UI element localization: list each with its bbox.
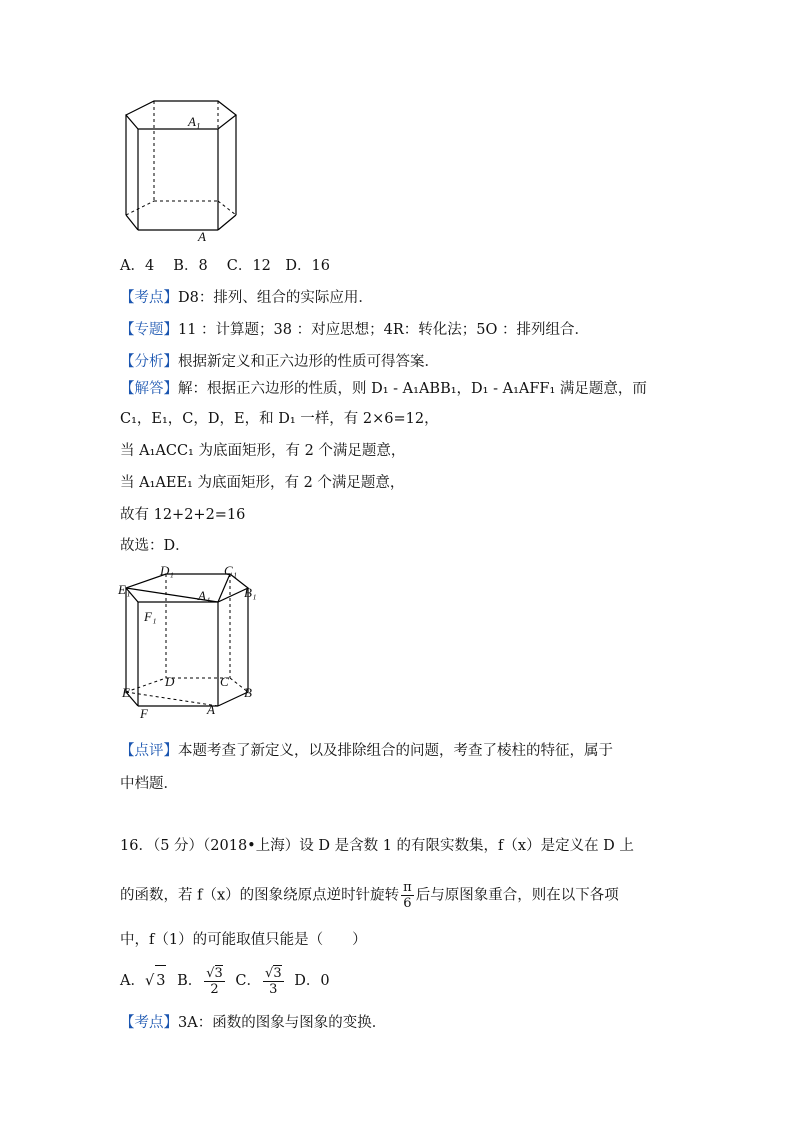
jieda-line-1: 【解答】解：根据正六边形的性质，则 D₁ - A₁ABB₁，D₁ - A₁AFF₁ 满足题意，而 bbox=[120, 381, 647, 397]
sqrt3-over-3-fraction: $\frac{√3}{3}$ bbox=[265, 965, 282, 997]
jieda-line-4: 当 A₁AEE₁ 为底面矩形，有 2 个满足题意， bbox=[120, 475, 405, 491]
fenxi-line: 【分析】根据新定义和正六边形的性质可得答案． bbox=[120, 354, 439, 370]
answer-options-q16: A．√ 3 B． $\frac{√3}{2}$ C． $\frac{√3}{3}$ D．0 bbox=[120, 965, 330, 997]
label-d1: D₁ bbox=[160, 563, 174, 578]
zhuanti-tag: 【专题】 bbox=[120, 322, 178, 338]
kaodian-tag-2: 【考点】 bbox=[120, 1015, 178, 1031]
label-b: B bbox=[244, 685, 252, 700]
label-f: F bbox=[140, 706, 148, 721]
question-16-line-1: 16．（5 分）（2018•上海）设 D 是含数 1 的有限实数集，f（x）是定义在 D 上 bbox=[120, 838, 634, 854]
figure1-label-a: A bbox=[198, 229, 206, 244]
hexagonal-prism-figure bbox=[118, 95, 238, 240]
label-f1: F₁ bbox=[144, 609, 157, 624]
zhuanti-line: 【专题】11 ：计算题；38 ：对应思想；4R：转化法；5O ：排列组合． bbox=[120, 322, 589, 338]
kaodian-line-1: 【考点】D8：排列、组合的实际应用． bbox=[120, 290, 373, 306]
label-d: D bbox=[165, 674, 175, 689]
fenxi-tag: 【分析】 bbox=[120, 354, 178, 370]
dianping-line-1: 【点评】本题考查了新定义，以及排除组合的问题，考查了棱柱的特征，属于 bbox=[120, 743, 613, 759]
label-a1: A₁ bbox=[198, 588, 211, 603]
dianping-tag: 【点评】 bbox=[120, 743, 178, 759]
dianping-line-2: 中档题． bbox=[120, 776, 178, 792]
pi-over-6-fraction: $\frac{\pi}{6}$ bbox=[403, 880, 412, 911]
sqrt3-over-2-fraction: $\frac{√3}{2}$ bbox=[206, 965, 223, 997]
answer-options-q15: A．4 B．8 C．12 D．16 bbox=[120, 258, 330, 274]
label-a: A bbox=[207, 702, 215, 717]
label-c1: C₁ bbox=[224, 563, 238, 578]
label-c: C bbox=[220, 674, 229, 689]
kaodian-tag: 【考点】 bbox=[120, 290, 178, 306]
jieda-line-2: C₁，E₁，C，D，E，和 D₁ 一样，有 2×6=12， bbox=[120, 411, 439, 427]
jieda-line-3: 当 A₁ACC₁ 为底面矩形，有 2 个满足题意， bbox=[120, 443, 406, 459]
label-e1: E₁ bbox=[118, 582, 131, 597]
label-b1: B₁ bbox=[244, 585, 257, 600]
jieda-line-5: 故有 12+2+2=16 bbox=[120, 507, 246, 523]
question-16-line-3: 中，f（1）的可能取值只能是（ ） bbox=[120, 932, 367, 948]
kaodian-line-2: 【考点】3A：函数的图象与图象的变换． bbox=[120, 1015, 387, 1031]
figure1-label-a1: $A_1$ bbox=[188, 114, 201, 132]
question-16-line-2: 的函数，若 f（x）的图象绕原点逆时针旋转 $\frac{\pi}{6}$ 后与原图象重合，则在以下各项 bbox=[120, 880, 619, 911]
jieda-line-6: 故选：D． bbox=[120, 538, 190, 554]
jieda-tag: 【解答】 bbox=[120, 381, 178, 397]
label-e: E bbox=[122, 685, 130, 700]
